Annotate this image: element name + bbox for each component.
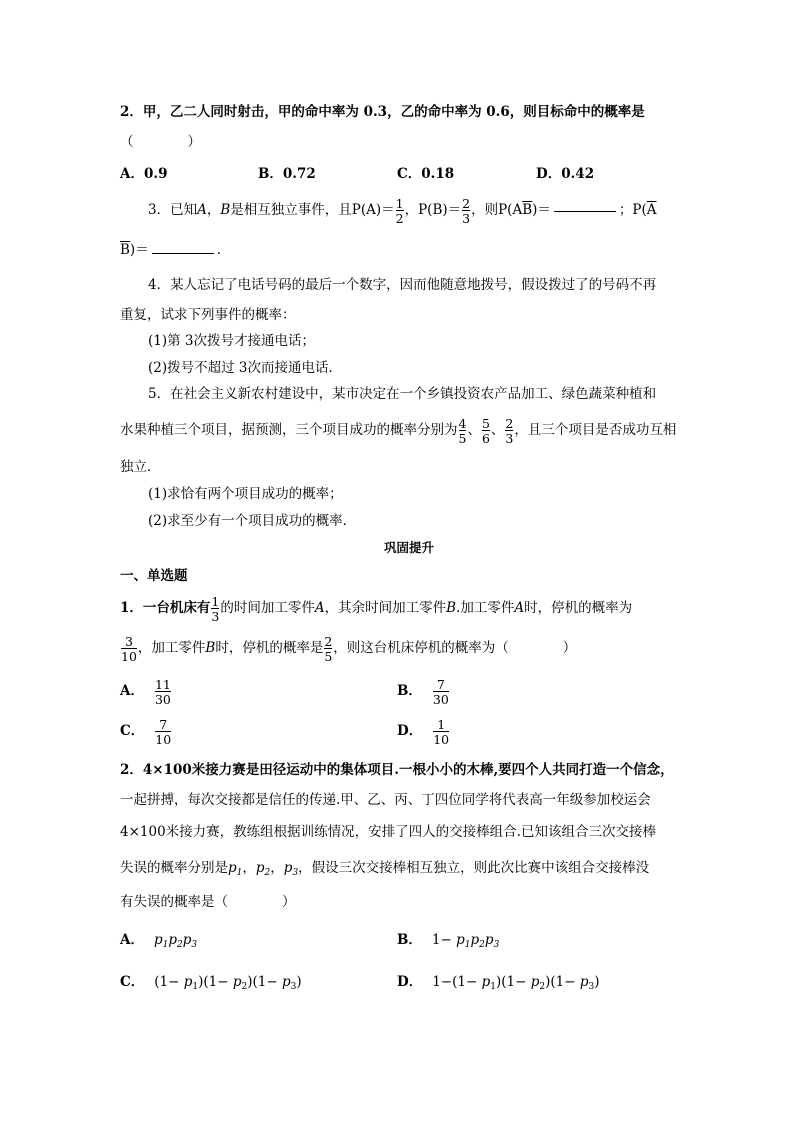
p1-option-c-frac: $\frac{7}{10}$ xyxy=(155,716,172,747)
q3-eq: )＝ xyxy=(532,202,551,219)
p2-option-a[interactable]: A． $p_1p_2p_3$ xyxy=(120,932,198,950)
p1-text2: 的时间加工零件 xyxy=(220,600,315,617)
q3-text2: 是相互独立事件，且 xyxy=(230,202,352,219)
q4-sub1: (1)第 3次拨号才接通电话； xyxy=(148,333,316,349)
q3-a-bar: $\overline{A}$ xyxy=(646,202,657,219)
p1-text7: 时，停机的概率是 xyxy=(215,640,324,657)
q3-pab: P(A xyxy=(498,202,523,219)
p1-option-a-frac: $\frac{11}{30}$ xyxy=(154,676,171,707)
p2-p2: $p_2$ xyxy=(255,860,271,878)
p2-option-b[interactable]: B． $1- p_1p_2p_3$ xyxy=(397,932,500,950)
q5-line3: 独立． xyxy=(120,459,161,475)
q2-paren: （ ） xyxy=(120,134,201,150)
q2-option-b: B．0.72 xyxy=(258,166,316,182)
q3-pa: P(A)＝ xyxy=(351,202,395,219)
q3-line1 xyxy=(148,194,657,228)
p2-line2: 一起拼搏，每次交接都是信任的传递.甲、乙、丙、丁四位同学将代表高一年级参加校运会 xyxy=(120,792,651,808)
p2-p3: $p_3$ xyxy=(283,860,299,878)
q2-option-a: A．0.9 xyxy=(120,166,168,182)
q3-b-bar2: $\overline{B}$ xyxy=(120,242,130,258)
option-label: C． xyxy=(120,723,145,740)
p2-line5: 有失误的概率是（ ） xyxy=(120,894,296,910)
q2-option-c: C．0.18 xyxy=(397,166,455,182)
p1-line1 xyxy=(120,590,632,628)
p1-var-a2: A xyxy=(514,600,525,617)
q3-text: 3．已知 xyxy=(148,202,198,219)
p1-var-b: B xyxy=(446,600,457,617)
q3-eq2: )＝ xyxy=(129,242,149,258)
q5-line2 xyxy=(120,413,676,449)
q3-pb: P(B)＝ xyxy=(418,202,462,219)
q5-sep2: 、 xyxy=(490,422,505,439)
p2-text4: 失误的概率分别是 xyxy=(120,860,228,876)
part-title: 一、单选题 xyxy=(120,568,188,584)
p2-text: 2．4×100米接力赛是田径运动中的集体项目.一根小小的木棒,要四个人共同打造一个信念， xyxy=(120,762,674,778)
q3-var-a: A xyxy=(197,202,207,219)
p1-option-c[interactable] xyxy=(120,714,172,750)
p2-line3: 4×100米接力赛，教练组根据训练情况，安排了四人的交接棒组合.已知该组合三次交接棒 xyxy=(120,824,656,840)
p1-var-a: A xyxy=(314,600,325,617)
section-title: 巩固提升 xyxy=(384,540,435,555)
p2-p1: $p_1$ xyxy=(228,860,243,878)
q3-p2: P( xyxy=(632,202,647,219)
option-label: D． xyxy=(397,723,423,740)
q2-option-d: D．0.42 xyxy=(536,166,595,182)
q4-line2: 重复，试求下列事件的概率： xyxy=(120,307,296,323)
answer-blank-1[interactable] xyxy=(554,210,616,212)
option-label: B． xyxy=(397,932,422,948)
q5-frac-1: $\frac{4}{5}$ xyxy=(458,415,467,446)
p2-option-c[interactable]: C． $(1- p_1)(1- p_2)(1- p_3)$ xyxy=(120,974,302,992)
q3-frac-pa: $\frac{1}{2}$ xyxy=(395,195,404,226)
q5-text2: ，且三个项目是否成功互相 xyxy=(514,422,677,439)
q4-line1: 4．某人忘记了电话号码的最后一个数字，因而他随意地拨号，假设拨过了的号码不再 xyxy=(148,277,657,293)
q3-line2 xyxy=(120,244,230,258)
p2-text5: ，假设三次交接棒相互独立，则此次比赛中该组合交接棒没 xyxy=(298,860,650,876)
p1-text8: ，则这台机床停机的概率为（ ） xyxy=(333,640,577,657)
q5-sub2: (2)求至少有一个项目成功的概率． xyxy=(148,513,357,529)
option-label: B． xyxy=(397,683,422,700)
q3-var-b: B xyxy=(220,202,231,219)
p2-line1 xyxy=(120,764,674,778)
option-label: D． xyxy=(397,974,423,990)
p1-option-d[interactable] xyxy=(397,714,450,750)
q3-comma2: ， xyxy=(404,202,419,219)
q3-frac-pb: $\frac{2}{3}$ xyxy=(462,195,471,226)
q3-semicolon: ； xyxy=(618,202,633,219)
option-label: A． xyxy=(120,932,144,948)
p1-frac-2: $\frac{3}{10}$ xyxy=(121,633,137,664)
q3-then: ，则 xyxy=(471,202,499,219)
p1-frac-1: $\frac{1}{3}$ xyxy=(211,593,220,624)
q4-sub2: (2)拨号不超过 3次而接通电话． xyxy=(148,360,343,376)
q3-end: ． xyxy=(216,242,231,258)
q5-sep1: 、 xyxy=(467,422,481,439)
p1-option-b-frac: $\frac{7}{30}$ xyxy=(432,676,449,707)
p1-text6: ，加工零件 xyxy=(137,640,206,657)
p1-text4: .加工零件 xyxy=(456,600,515,617)
p1-option-a[interactable] xyxy=(120,674,172,710)
p1-text3: ，其余时间加工零件 xyxy=(324,600,447,617)
q5-frac-2: $\frac{5}{6}$ xyxy=(481,415,490,446)
p1-option-d-frac: $\frac{1}{10}$ xyxy=(433,716,450,747)
q5-sub1: (1)求恰有两个项目成功的概率； xyxy=(148,486,343,502)
p1-line2 xyxy=(120,630,576,668)
q3-comma: ， xyxy=(206,202,221,219)
answer-blank-2[interactable] xyxy=(152,252,214,254)
q3-b-bar: $\overline{B}$ xyxy=(522,202,533,219)
p1-text: 1．一台机床有 xyxy=(120,600,211,617)
p1-var-b2: B xyxy=(205,640,216,657)
p2-option-d[interactable]: D． $1-(1- p_1)(1- p_2)(1- p_3)$ xyxy=(397,974,600,992)
q5-frac-3: $\frac{2}{3}$ xyxy=(505,415,514,446)
p1-text5: 时，停机的概率为 xyxy=(524,600,633,617)
p1-frac-3: $\frac{2}{5}$ xyxy=(324,633,333,664)
q5-line1: 5．在社会主义新农村建设中，某市决定在一个乡镇投资农产品加工、绿色蔬菜种植和 xyxy=(148,386,657,402)
q5-text: 水果种植三个项目，据预测，三个项目成功的概率分别为 xyxy=(120,422,458,439)
p2-line4: 失误的概率分别是$p_1$，$p_2$，$p_3$，假设三次交接棒相互独立，则此次比赛中该组合交接棒没 xyxy=(120,860,650,878)
p1-option-b[interactable] xyxy=(397,674,450,710)
option-label: A． xyxy=(120,683,144,700)
q2-stem: 2．甲，乙二人同时射击，甲的命中率为 0.3，乙的命中率为 0.6，则目标命中的概率是 xyxy=(120,104,645,120)
option-label: C． xyxy=(120,974,145,990)
